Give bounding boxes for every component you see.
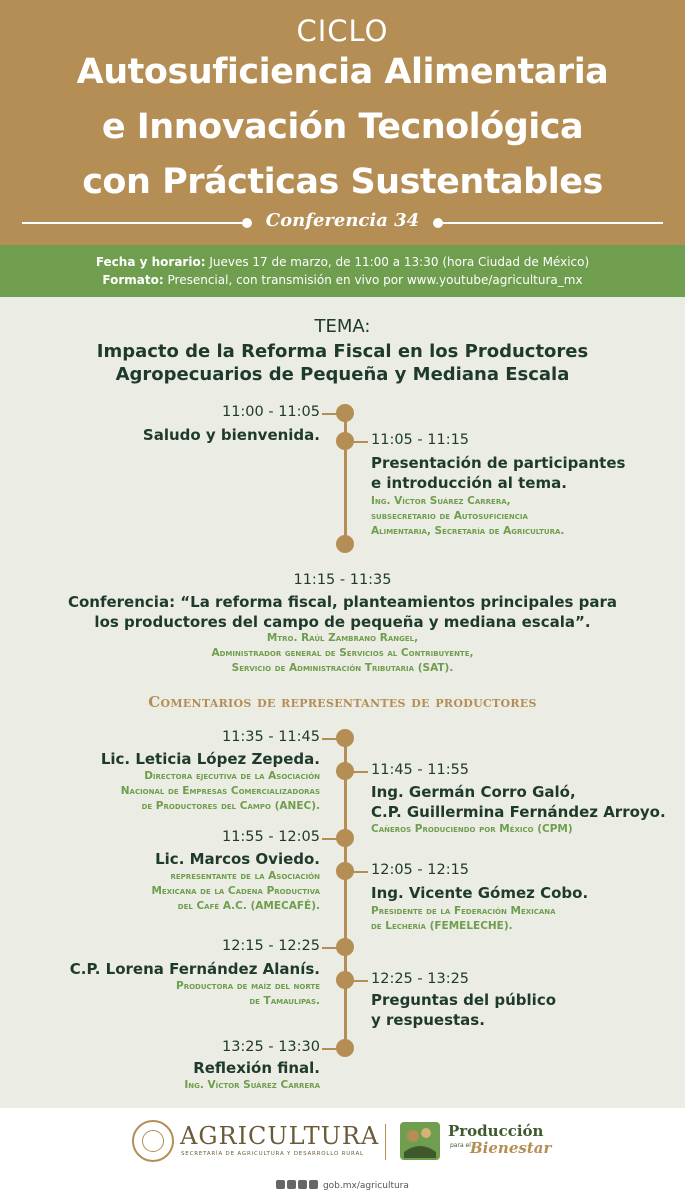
divider-line-right xyxy=(443,222,663,224)
org-line: Cañeros Produciendo por México (CPM) xyxy=(371,823,573,835)
comment-time: 13:25 - 13:30 xyxy=(221,1039,320,1055)
facebook-icon[interactable] xyxy=(276,1180,285,1189)
fecha-label: Fecha y horario: xyxy=(95,255,206,269)
event-speaker xyxy=(0,631,685,676)
comment-org xyxy=(151,869,320,914)
name-line: Preguntas del público xyxy=(371,991,557,1009)
produccion-logo-text: Producción xyxy=(448,1122,544,1140)
ciclo-label: CICLO xyxy=(296,14,389,48)
name-line: C.P. Guillermina Fernández Arroyo. xyxy=(371,803,666,821)
social-row xyxy=(0,1180,685,1191)
event-speaker xyxy=(371,494,564,539)
timeline-stub xyxy=(350,441,368,443)
event-info-bar xyxy=(0,245,685,297)
tema-title xyxy=(0,340,685,386)
conference-number: Conferencia 34 xyxy=(265,210,420,231)
timeline-line-2 xyxy=(344,738,347,1048)
event-time: 11:05 - 11:15 xyxy=(371,432,470,448)
conference-row xyxy=(22,210,663,236)
org-line: del Café A.C. (AMECAFÉ). xyxy=(177,900,320,912)
tema-title-line-2: Agropecuarios de Pequeña y Mediana Escala xyxy=(115,364,570,385)
event-title xyxy=(0,592,685,632)
speaker-line: Servicio de Administración Tributaria (SAT). xyxy=(231,662,454,674)
event-title-line: Conferencia: “La reforma fiscal, planteamientos principales para xyxy=(67,593,618,611)
org-line: de Lechería (FEMELECHE). xyxy=(371,920,513,932)
comment-name: Lic. Leticia López Zepeda. xyxy=(100,750,320,768)
comment-org xyxy=(184,1078,320,1093)
timeline-stub xyxy=(350,980,368,982)
bienestar-logo-text: Bienestar xyxy=(470,1139,552,1157)
timeline-stub xyxy=(322,1048,340,1050)
comment-name: C.P. Lorena Fernández Alanís. xyxy=(69,960,320,978)
logo-divider xyxy=(385,1124,386,1160)
para-el-text: para el xyxy=(450,1142,471,1149)
org-line: Nacional de Empresas Comercializadoras xyxy=(120,785,320,797)
org-line: Directora ejecutiva de la Asociación xyxy=(144,770,320,782)
comment-org xyxy=(121,769,320,814)
org-line: Mexicana de la Cadena Productiva xyxy=(151,885,320,897)
speaker-line: Alimentaria, Secretaría de Agricultura. xyxy=(371,525,565,537)
produccion-bienestar-icon xyxy=(400,1122,440,1160)
formato-label: Formato: xyxy=(102,273,164,287)
speaker-line: subsecretario de Autosuficiencia xyxy=(371,510,528,522)
twitter-icon[interactable] xyxy=(287,1180,296,1189)
speaker-line: Administrador general de Servicios al Contribuyente, xyxy=(211,647,474,659)
timeline-stub xyxy=(322,947,340,949)
timeline-stub xyxy=(322,413,340,415)
comment-org xyxy=(371,904,556,934)
event-time: 11:15 - 11:35 xyxy=(293,572,392,588)
comment-org xyxy=(176,979,320,1009)
agricultura-logo-text: AGRICULTURA xyxy=(180,1122,380,1150)
event-title-line: Presentación de participantes xyxy=(371,454,626,472)
cycle-title-line-3: con Prácticas Sustentables xyxy=(82,162,603,202)
org-line: Presidente de la Federación Mexicana xyxy=(371,905,556,917)
comment-name: Ing. Vicente Gómez Cobo. xyxy=(371,884,589,902)
timeline-stub xyxy=(322,838,340,840)
comment-time: 11:35 - 11:45 xyxy=(221,729,320,745)
event-title xyxy=(371,453,625,493)
instagram-icon[interactable] xyxy=(298,1180,307,1189)
org-line: Ing. Víctor Suárez Carrera xyxy=(184,1079,320,1091)
government-seal-icon xyxy=(132,1120,174,1162)
tema-label: TEMA: xyxy=(314,316,371,337)
timeline-stub xyxy=(350,871,368,873)
comment-name: Reflexión final. xyxy=(193,1059,320,1077)
fecha-value: Jueves 17 de marzo, de 11:00 a 13:30 (hora Ciudad de México) xyxy=(205,255,590,269)
timeline-stub xyxy=(322,738,340,740)
comment-org xyxy=(371,822,573,837)
org-line: Productora de maíz del norte xyxy=(176,980,320,992)
comment-name: Lic. Marcos Oviedo. xyxy=(155,850,320,868)
comment-time: 11:55 - 12:05 xyxy=(221,829,320,845)
event-title: Saludo y bienvenida. xyxy=(142,426,320,444)
cycle-title-line-1: Autosuficiencia Alimentaria xyxy=(76,52,609,92)
comment-time: 11:45 - 11:55 xyxy=(371,762,470,778)
org-line: representante de la Asociación xyxy=(170,870,320,882)
divider-dot-right xyxy=(433,218,443,228)
agricultura-subtitle: SECRETARÍA DE AGRICULTURA Y DESARROLLO RURAL xyxy=(181,1151,364,1157)
comentarios-heading: Comentarios de representantes de productores xyxy=(148,693,537,711)
event-time: 11:00 - 11:05 xyxy=(221,404,320,420)
org-line: de Productores del Campo (ANEC). xyxy=(141,800,320,812)
name-line: y respuestas. xyxy=(371,1011,485,1029)
comment-time: 12:05 - 12:15 xyxy=(371,862,470,878)
cycle-title-line-2: e Innovación Tecnológica xyxy=(101,107,584,147)
timeline-dot xyxy=(336,535,354,553)
comment-name xyxy=(371,782,666,822)
speaker-line: Ing. Víctor Suárez Carrera, xyxy=(371,495,511,507)
social-handle[interactable]: gob.mx/agricultura xyxy=(322,1181,409,1191)
speaker-line: Mtro. Raúl Zambrano Rangel, xyxy=(266,632,419,644)
event-title-line: e introducción al tema. xyxy=(371,474,567,492)
footer xyxy=(0,1108,685,1200)
formato-row xyxy=(0,271,685,289)
formato-value: Presencial, con transmisión en vivo por www.youtube/agricultura_mx xyxy=(163,273,583,287)
timeline-stub xyxy=(350,771,368,773)
comment-name xyxy=(371,990,556,1030)
youtube-icon[interactable] xyxy=(309,1180,318,1189)
event-title-line: los productores del campo de pequeña y mediana escala”. xyxy=(94,613,591,631)
header-banner xyxy=(0,0,685,245)
tema-title-line-1: Impacto de la Reforma Fiscal en los Productores xyxy=(96,341,589,362)
org-line: de Tamaulipas. xyxy=(249,995,320,1007)
comment-time: 12:25 - 13:25 xyxy=(371,971,470,987)
fecha-row xyxy=(0,253,685,271)
comment-time: 12:15 - 12:25 xyxy=(221,938,320,954)
name-line: Ing. Germán Corro Galó, xyxy=(371,783,576,801)
